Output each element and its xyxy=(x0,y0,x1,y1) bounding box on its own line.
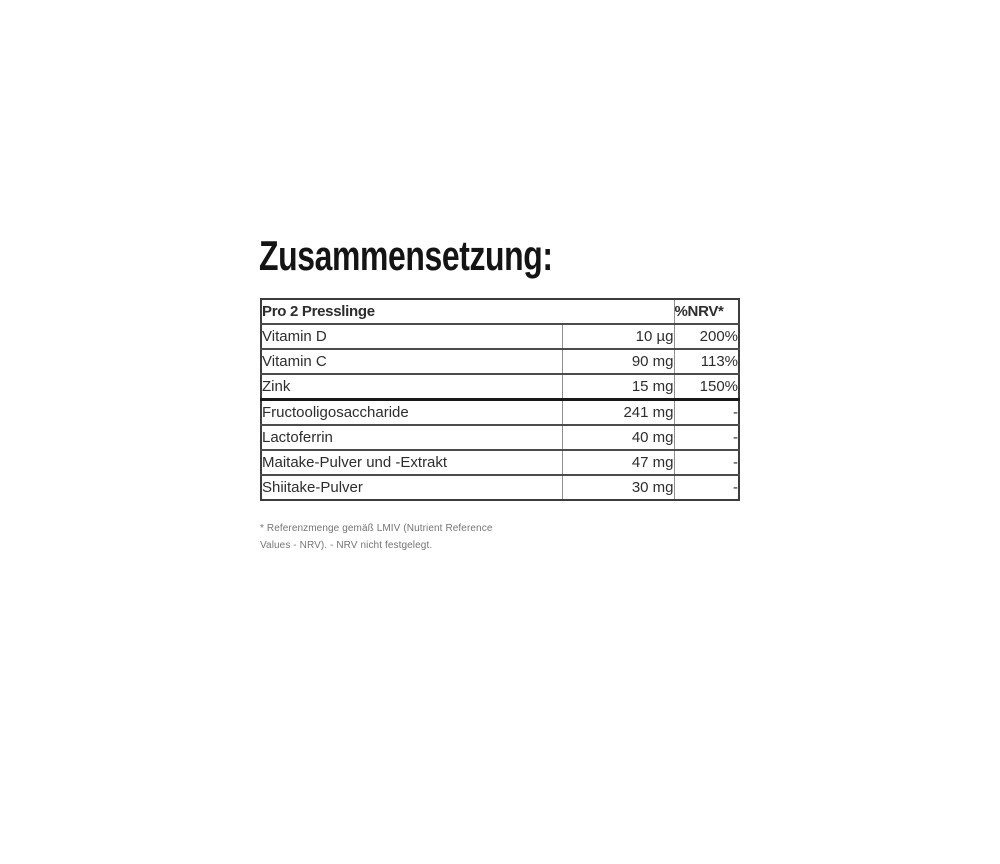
table-row xyxy=(261,349,739,374)
ingredient-nrv: 200% xyxy=(674,324,739,349)
nrv-footnote-line1: * Referenzmenge gemäß LMIV (Nutrient Reference xyxy=(260,523,493,534)
page-title: Zusammensetzung: xyxy=(259,232,553,279)
table-row xyxy=(261,475,739,500)
ingredient-name: Vitamin D xyxy=(262,328,327,345)
ingredient-name: Maitake-Pulver und -Extrakt xyxy=(262,454,448,471)
table-row xyxy=(261,400,739,426)
column-header-nrv: %NRV* xyxy=(674,299,739,324)
ingredient-amount: 90 mg xyxy=(562,349,674,374)
ingredient-nrv: - xyxy=(674,400,739,426)
ingredient-nrv: - xyxy=(674,425,739,450)
ingredient-name: Lactoferrin xyxy=(262,429,333,446)
ingredient-nrv: 150% xyxy=(674,374,739,400)
ingredient-name: Vitamin C xyxy=(262,353,327,370)
nrv-footnote-line2: Values - NRV). - NRV nicht festgelegt. xyxy=(260,540,433,551)
composition-table xyxy=(260,298,740,501)
ingredient-amount: 10 µg xyxy=(562,324,674,349)
nrv-footnote xyxy=(260,520,492,554)
ingredient-nrv: - xyxy=(674,450,739,475)
table-header-row xyxy=(261,299,739,324)
ingredient-amount: 15 mg xyxy=(562,374,674,400)
ingredient-name: Zink xyxy=(262,378,291,395)
ingredient-nrv: 113% xyxy=(674,349,739,374)
ingredient-name: Shiitake-Pulver xyxy=(262,479,363,496)
table-row xyxy=(261,450,739,475)
table-row xyxy=(261,324,739,349)
ingredient-nrv: - xyxy=(674,475,739,500)
ingredient-name: Fructooligosaccharide xyxy=(262,404,409,421)
ingredient-amount: 30 mg xyxy=(562,475,674,500)
ingredient-amount: 40 mg xyxy=(562,425,674,450)
table-row xyxy=(261,425,739,450)
table-row xyxy=(261,374,739,400)
ingredient-amount: 241 mg xyxy=(562,400,674,426)
ingredient-amount: 47 mg xyxy=(562,450,674,475)
column-header-product: Pro 2 Presslinge xyxy=(262,303,375,320)
